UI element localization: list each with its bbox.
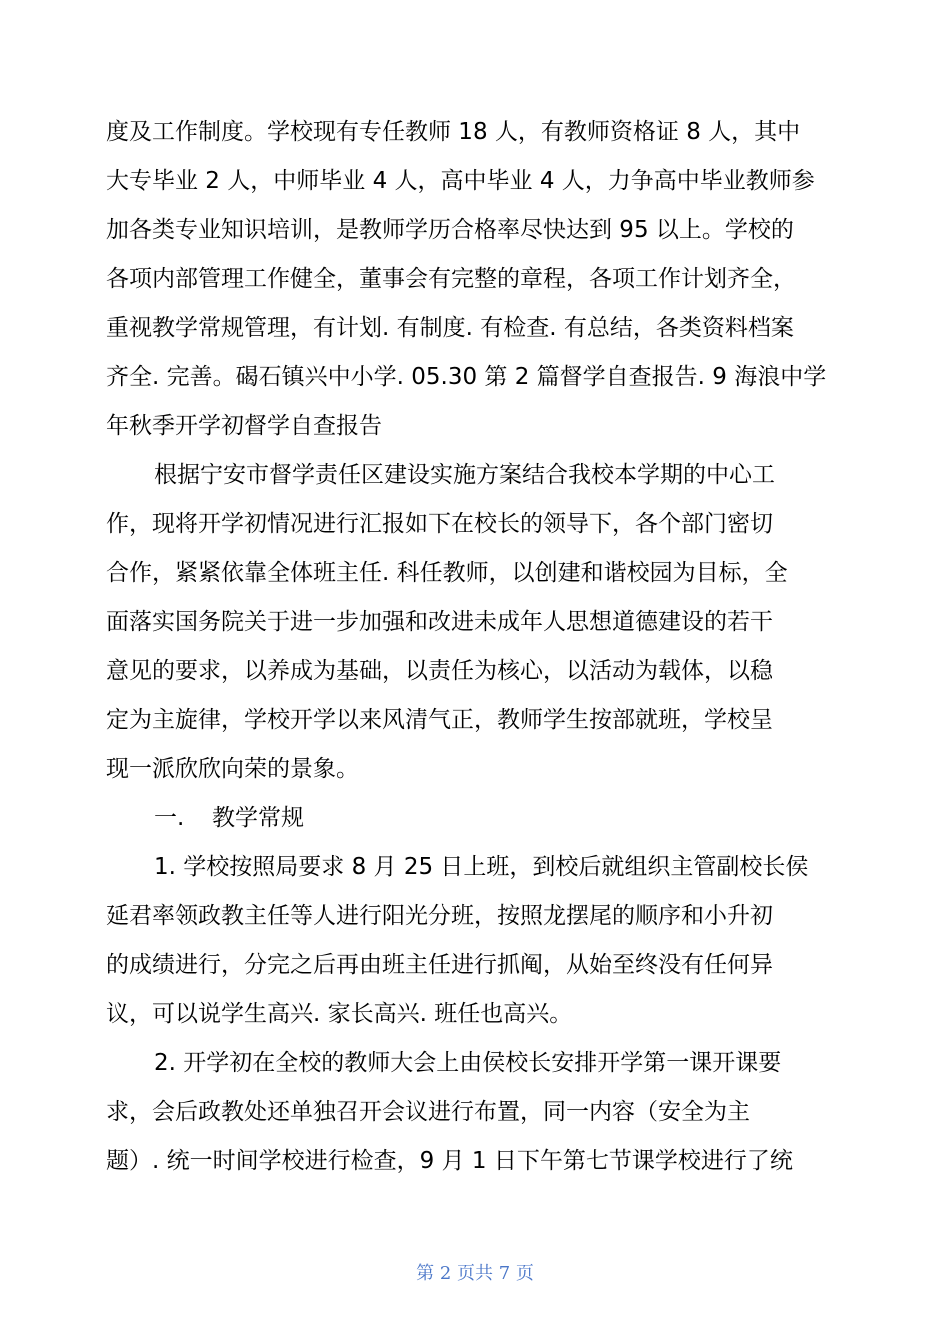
text-line: 大专毕业 2 人，中师毕业 4 人，高中毕业 4 人，力争高中毕业教师参 xyxy=(106,168,815,194)
text-line: 加各类专业知识培训，是教师学历合格率尽快达到 95 以上。学校的 xyxy=(106,217,794,243)
text-line: 各项内部管理工作健全，董事会有完整的章程，各项工作计划齐全， xyxy=(106,266,796,292)
text-line: 根据宁安市督学责任区建设实施方案结合我校本学期的中心工 xyxy=(154,462,775,488)
text-line: 延君率领政教主任等人进行阳光分班，按照龙摆尾的顺序和小升初 xyxy=(106,903,773,929)
text-line: 合作，紧紧依靠全体班主任. 科任教师，以创建和谐校园为目标，全 xyxy=(106,560,788,586)
text-line: 的成绩进行，分完之后再由班主任进行抓阄，从始至终没有任何异 xyxy=(106,952,773,978)
text-line: 2. 开学初在全校的教师大会上由侯校长安排开学第一课开课要 xyxy=(154,1050,782,1076)
page-number-footer: 第 2 页共 7 页 xyxy=(416,1263,534,1284)
text-line: 重视教学常规管理，有计划. 有制度. 有检查. 有总结，各类资料档案 xyxy=(106,315,794,341)
section-heading xyxy=(106,794,838,843)
section-number: 一. xyxy=(154,805,185,831)
text-line: 议，可以说学生高兴. 家长高兴. 班任也高兴。 xyxy=(106,1001,573,1027)
text-line: 现一派欣欣向荣的景象。 xyxy=(106,756,359,782)
text-line: 年秋季开学初督学自查报告 xyxy=(106,413,382,439)
section-title: 教学常规 xyxy=(212,805,304,831)
text-line: 题）. 统一时间学校进行检查，9 月 1 日下午第七节课学校进行了统 xyxy=(106,1148,793,1174)
text-line: 求，会后政教处还单独召开会议进行布置，同一内容（安全为主 xyxy=(106,1099,750,1125)
text-line: 面落实国务院关于进一步加强和改进未成年人思想道德建设的若干 xyxy=(106,609,773,635)
text-line: 齐全. 完善。碣石镇兴中小学. 05.30 第 2 篇督学自查报告. 9 海浪中学 xyxy=(106,364,827,390)
text-line: 作，现将开学初情况进行汇报如下在校长的领导下，各个部门密切 xyxy=(106,511,773,537)
text-line: 意见的要求，以养成为基础，以责任为核心，以活动为载体，以稳 xyxy=(106,658,773,684)
text-line: 度及工作制度。学校现有专任教师 18 人，有教师资格证 8 人，其中 xyxy=(106,119,801,145)
text-line: 1. 学校按照局要求 8 月 25 日上班，到校后就组织主管副校长侯 xyxy=(154,854,809,880)
text-line: 定为主旋律，学校开学以来风清气正，教师学生按部就班，学校呈 xyxy=(106,707,773,733)
document-body xyxy=(106,108,838,1186)
